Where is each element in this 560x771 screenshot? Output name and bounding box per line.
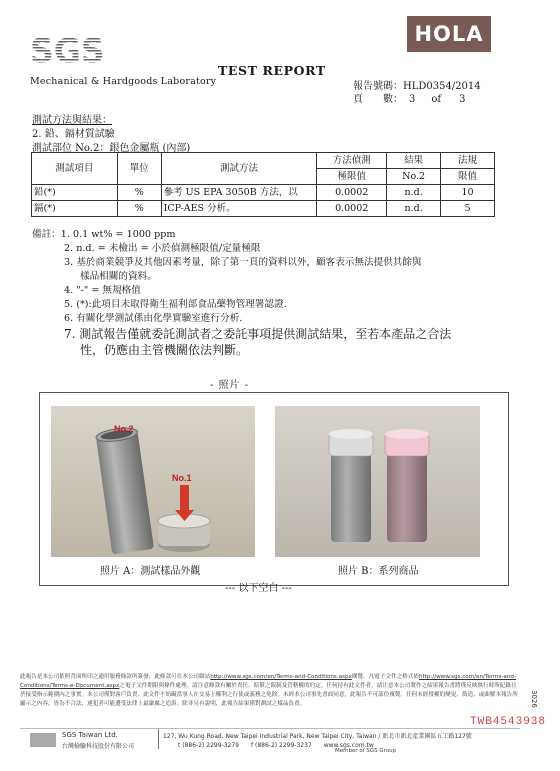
col-result: 結果	[387, 153, 441, 169]
col-result-sub: No.2	[387, 169, 441, 185]
col-mdl-top: 方法偵測	[317, 153, 387, 169]
arrow-shaft	[180, 485, 189, 511]
footer-address: 127, Wu Kung Road, New Taipei Industrial Park, New Taipei City, Taiwan / 新北市新北產業園區五工路127號	[163, 733, 472, 740]
cell-result: n.d.	[387, 201, 441, 217]
note-6: 6. 有關化學測試係由化學實驗室進行分析.	[64, 313, 243, 324]
col-limit-bottom: 限值	[441, 169, 495, 185]
page-of: of	[431, 94, 442, 105]
footer-text-1: 此報告是本公司依照背面所印之通用服務條款所簽發，此條款可在本公司網站	[20, 674, 211, 680]
end-marker: --- 以下空白 ---	[225, 583, 292, 594]
col-unit: 單位	[117, 153, 161, 185]
sgs-small-logo	[30, 733, 56, 747]
report-no: HLD0354/2014	[403, 81, 481, 92]
col-limit-top: 法規	[441, 153, 495, 169]
cell-unit: %	[117, 185, 161, 201]
page-current: 3	[409, 94, 416, 105]
footer-org-name: SGS Taiwan Ltd.	[62, 731, 118, 739]
col-mdl-bottom: 極限值	[317, 169, 387, 185]
footer-contact: t (886-2) 2299-3279 f (886-2) 2299-3237 www.sgs.com.tw	[178, 742, 374, 749]
note-1: 備註：1. 0.1 wt% = 1000 ppm	[32, 229, 176, 240]
sgs-logo	[30, 31, 105, 70]
section-heading: 測試方法與結果：	[32, 115, 112, 126]
col-method: 測試方法	[161, 153, 317, 185]
cell-result: n.d.	[387, 185, 441, 201]
footer-separator	[158, 729, 159, 749]
notes	[32, 228, 502, 358]
report-no-label: 報告號碼：	[353, 81, 403, 92]
note-5: 5. (*):此項目未取得衛生福利部食品藥物管理署認證.	[64, 299, 287, 310]
footer-text-3: 之電子文件期限與條件處理。請注意條款有關於責任、賠償之限制及管轄權的約定。任何持有此文件者，請注意本公司製作之結果報告書將僅反映執行時所紀錄且於接受指示範圍內之事實。本公司僅對客戶負責，此文件不妨礙當事人在交易上權利之行使或義務之免除。未經本公司事先書面同意，此報告不可部份複製。任何未經授權的變更、偽造、或曲解本報告所顯示之內容，皆為不合法，違犯者可能遭受法律上最嚴厲之追訴。除非另有說明，此報告結果僅對測試之樣品負責。	[20, 683, 518, 707]
note-4: 4. "-" = 無規格值	[64, 285, 141, 296]
cell-item: 鉛(*)	[32, 185, 118, 201]
serial-number: TWB4543938	[470, 716, 547, 728]
note-7a: 7. 測試報告僅就委託測試者之委託事項提供測試結果，至若本產品之合法	[64, 327, 452, 341]
footer-divider	[20, 728, 520, 729]
hola-logo: HOLA	[407, 16, 491, 52]
report-meta	[353, 80, 481, 106]
note-7b: 性，仍應由主管機關依法判斷。	[80, 343, 249, 357]
footer-disclaimer	[20, 673, 520, 709]
lab-name: Mechanical & Hardgoods Laboratory	[30, 76, 217, 87]
footer-text-2: 閱覽，凡電子文件之格式依	[351, 674, 419, 680]
caption-photo-b: 照片 B：系列商品	[338, 566, 419, 577]
member-of-sgs: Member of SGS Group	[335, 748, 397, 754]
cell-unit: %	[117, 201, 161, 217]
note-3b: 樣品相關的資料。	[80, 271, 157, 282]
footer-link-terms[interactable]: http://www.sgs.com/en/Terms-and-Conditions.aspx	[210, 674, 352, 680]
photo-a-image	[51, 406, 255, 557]
cell-mdl: 0.0002	[317, 201, 387, 217]
table-row	[32, 201, 495, 217]
cell-item: 鎘(*)	[32, 201, 118, 217]
footer-org-cn: 台灣檢驗科技股份有限公司	[62, 743, 135, 750]
sgs-logo-text: SGS	[30, 31, 105, 70]
cell-mdl: 0.0002	[317, 185, 387, 201]
table-row	[32, 185, 495, 201]
results-table	[31, 152, 495, 217]
label-no1: No.1	[172, 473, 192, 483]
label-no2: No.2	[114, 424, 134, 434]
caption-photo-a: 照片 A：測試樣品外觀	[100, 566, 201, 577]
col-item: 測試項目	[32, 153, 118, 185]
photo-b-image	[275, 406, 480, 557]
report-title: TEST REPORT	[218, 63, 326, 78]
note-3a: 3. 基於商業競爭及其他因素考量，除了第一頁的資料以外，顧客表示無法提供其餘與	[64, 257, 422, 268]
photo-section-title: - 照片 -	[210, 380, 250, 391]
cell-limit: 10	[441, 185, 495, 201]
cell-method: ICP-AES 分析。	[161, 201, 317, 217]
cell-method: 參考 US EPA 3050B 方法，以	[161, 185, 317, 201]
page-total: 3	[459, 94, 466, 105]
note-2: 2. n.d. = 未檢出 = 小於偵測極限值/定量極限	[64, 243, 261, 254]
test-part: 測試部位 No.2：銀色金屬瓶 (內部)	[32, 143, 191, 154]
footer-link-edoc[interactable]: http://www.sgs.com/en/Terms-and-Conditions/Terms-e-Document.aspx	[20, 674, 516, 689]
table-header-row	[32, 153, 495, 169]
page-label: 頁 數：	[353, 94, 403, 105]
section-subheading: 2. 鉛、鎘材質試驗	[32, 129, 115, 140]
side-number: 3026	[530, 690, 538, 708]
cell-limit: 5	[441, 201, 495, 217]
